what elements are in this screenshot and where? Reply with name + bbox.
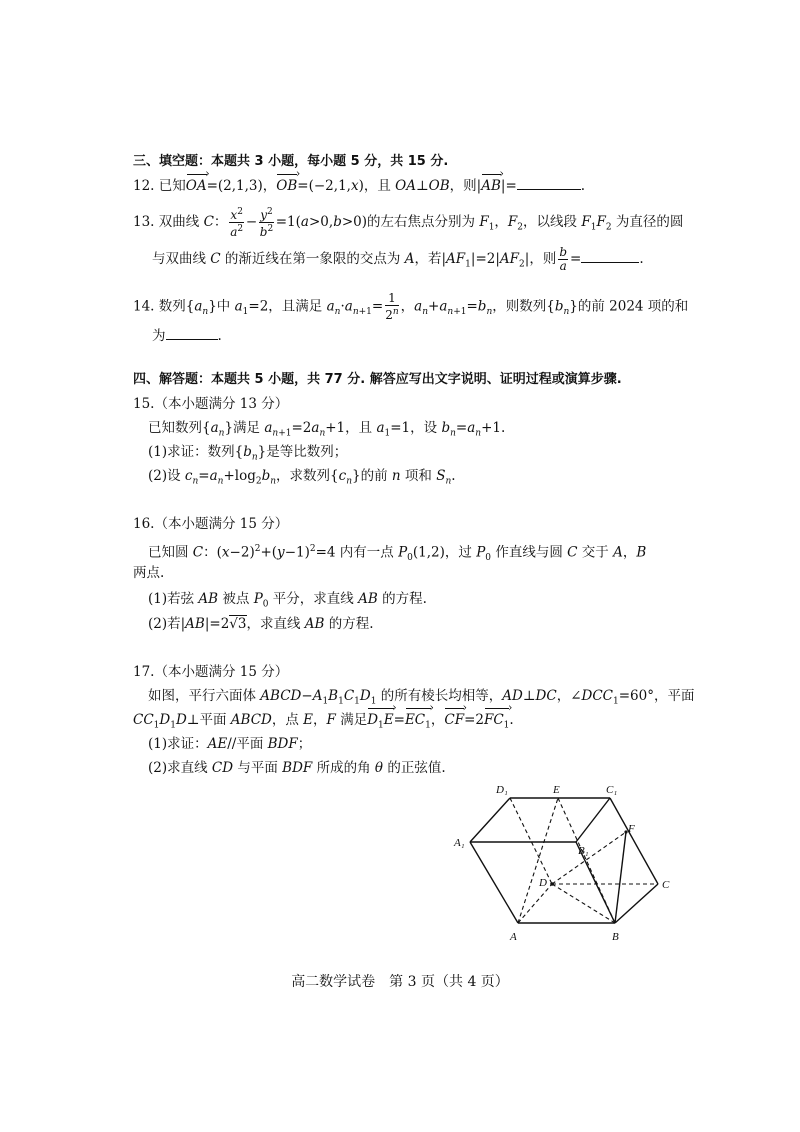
question-15-part-1: (1)求证：数列$\{b_n\}$是等比数列； — [148, 444, 348, 463]
question-17-text-1: 如图，平行六面体 $ABCD-A_1B_1C_1D_1$ 的所有棱长均相等，AD⊥DC，$\angle DCC_1=60^\circ$，平面 — [148, 688, 695, 707]
parallelepiped-figure — [440, 780, 680, 950]
question-17-text-2: $CC_1D_1D\perp$平面 ABCD，点 E，F 满足$D_1E$ $›=EC_1$ ›，CF $›=2FC_1$ ›. — [133, 710, 514, 736]
question-15-text: 已知数列$\{a_n\}$满足 $a_{n+1}=2a_n+1$，且 $a_1=1$，设 $b_n=a_n+1$. — [148, 420, 506, 439]
label-D1: D₁ — [496, 784, 508, 796]
question-13-line-2: 与双曲线 C 的渐近线在第一象限的交点为 A，若$|AF_1|=2|AF_2|$，则 $\frac{b}{a}$ = . — [152, 245, 644, 273]
question-14-line-1: 14. 数列$\{a_n\}$中 $a_1=2$，且满足 $a_n\cdot a_{n+1}=$ $\frac{1}{2^n}$ ，$a_n+a_{n+1}=b_n$，则数列$\{b_n\}$的前 2024 项的和 — [133, 291, 689, 322]
label-F: F — [628, 823, 635, 835]
label-B1: B₁ — [578, 845, 589, 857]
question-16-text-cont: 两点. — [133, 565, 165, 581]
question-15-head: 15.（本小题满分 13 分） — [133, 396, 289, 412]
label-A1: A₁ — [454, 837, 465, 849]
label-A: A — [510, 931, 517, 943]
question-16-head: 16.（本小题满分 15 分） — [133, 516, 289, 532]
question-17-part-2: (2)求直线 CD 与平面 BDF 所成的角 θ 的正弦值. — [148, 760, 446, 776]
page-footer: 高二数学试卷 第 3 页（共 4 页） — [291, 974, 509, 990]
label-D: D — [539, 877, 547, 889]
question-14-line-2: 为 . — [152, 328, 222, 344]
label-C1: C₁ — [606, 784, 618, 796]
question-17-part-1: (1)求证：AE//平面 BDF； — [148, 736, 312, 752]
section-3-header: 三、填空题：本题共 3 小题，每小题 5 分，共 15 分. — [133, 154, 449, 169]
section-4-header: 四、解答题：本题共 5 小题，共 77 分. 解答应写出文字说明、证明过程或演算步骤. — [133, 372, 622, 387]
label-C: C — [662, 879, 670, 891]
question-15-part-2: (2)设 $c_n=a_n+\log_2b_n$，求数列$\{c_n\}$的前 n 项和 $S_n$. — [148, 468, 456, 487]
question-16-part-2: (2)若|AB|=2√3，求直线 AB 的方程. — [148, 616, 374, 632]
label-E: E — [553, 784, 560, 796]
question-12: 12. 已知OA ›=(2,1,3)，OB ›=(−2,1,x)，且 OA⊥OB，则|AB ›|= . — [133, 176, 585, 196]
question-16-text: 已知圆 C：$(x-2)^2+(y-1)^2=4$ 内有一点 $P_0(1,2)$，过 $P_0$ 作直线与圆 C 交于 A，B — [148, 544, 647, 564]
question-16-part-1: (1)若弦 AB 被点 $P_0$ 平分，求直线 AB 的方程. — [148, 591, 427, 610]
question-13-line-1: 13. 双曲线 C： $\frac{x^2}{a^2}$ − $\frac{y^2}{b^2}$ =1(a>0,b>0)的左右焦点分别为 $F_1$，$F_2$，以线段 $F_1F_2$ 为直径的圆 — [133, 207, 684, 239]
question-17-head: 17.（本小题满分 15 分） — [133, 664, 289, 680]
label-B: B — [612, 931, 619, 943]
